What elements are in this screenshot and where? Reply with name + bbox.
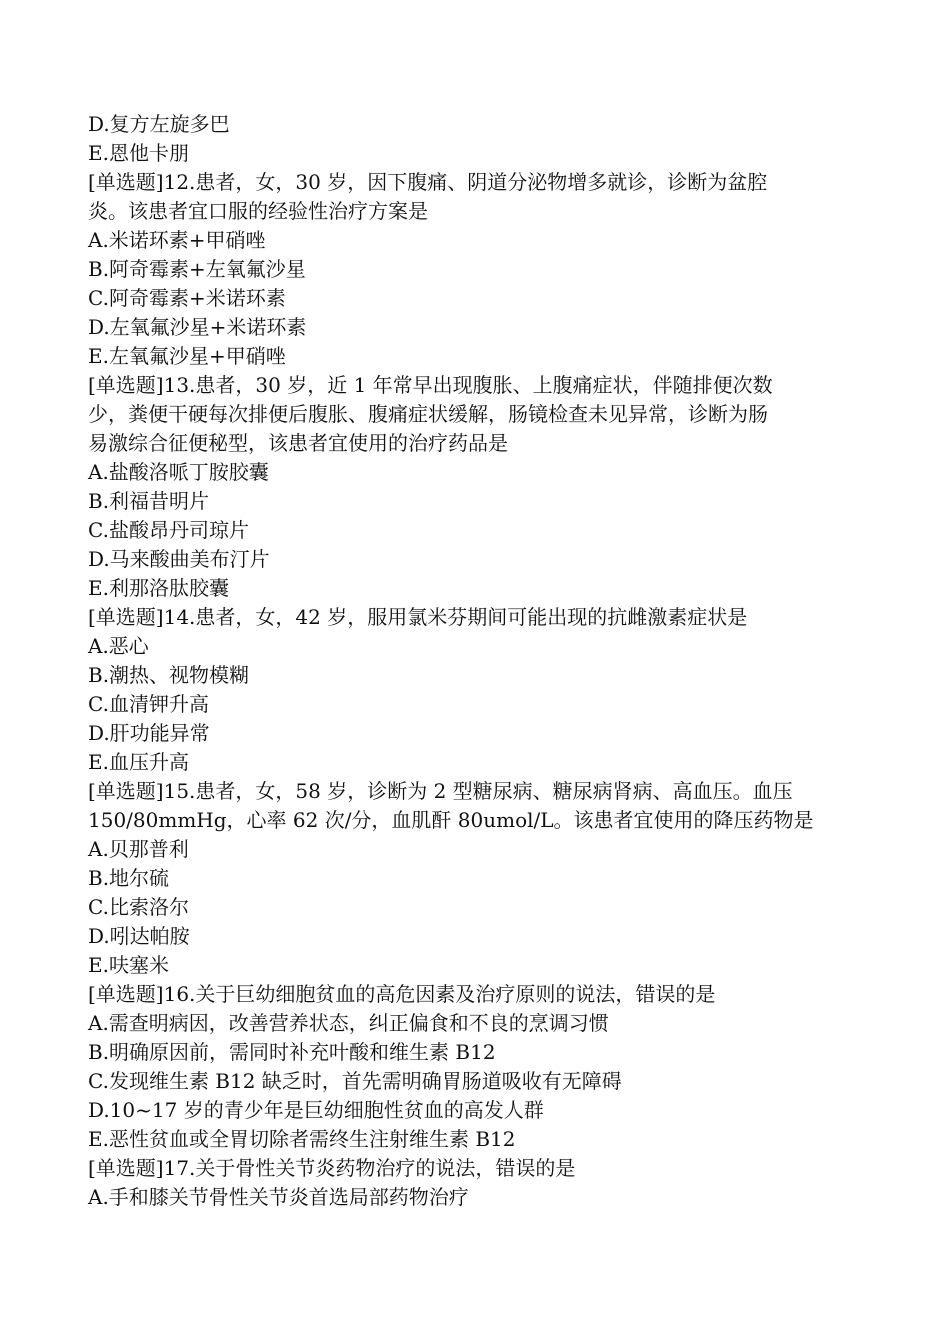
question-17: [88, 1154, 878, 1212]
option-a: A.米诺环素+甲硝唑: [88, 228, 266, 252]
question-stem: [单选题]12.患者，女，30 岁，因下腹痛、阴道分泌物增多就诊，诊断为盆腔: [88, 170, 768, 194]
question-15: [88, 777, 878, 980]
option-d: D.左氧氟沙星+米诺环素: [88, 315, 307, 339]
option-d: D.肝功能异常: [88, 721, 210, 745]
question-16: [88, 980, 878, 1154]
option-a: A.手和膝关节骨性关节炎首选局部药物治疗: [88, 1185, 469, 1209]
option-b: B.利福昔明片: [88, 489, 210, 513]
option-c: C.阿奇霉素+米诺环素: [88, 286, 286, 310]
option-e: E.恩他卡朋: [88, 141, 189, 165]
option-a: A.盐酸洛哌丁胺胶囊: [88, 460, 269, 484]
option-b: B.阿奇霉素+左氧氟沙星: [88, 257, 306, 281]
question-14: [88, 603, 878, 777]
question-stem: [单选题]14.患者，女，42 岁，服用氯米芬期间可能出现的抗雌激素症状是: [88, 605, 748, 629]
question-stem: [单选题]13.患者，30 岁，近 1 年常早出现腹胀、上腹痛症状，伴随排便次数: [88, 373, 773, 397]
question-13: [88, 371, 878, 603]
option-c: C.血清钾升高: [88, 692, 209, 716]
option-d: D.10~17 岁的青少年是巨幼细胞性贫血的高发人群: [88, 1098, 544, 1122]
option-b: B.明确原因前，需同时补充叶酸和维生素 B12: [88, 1040, 496, 1064]
question-stem: [单选题]17.关于骨性关节炎药物治疗的说法，错误的是: [88, 1156, 576, 1180]
option-a: A.恶心: [88, 634, 149, 658]
option-c: C.比索洛尔: [88, 895, 189, 919]
option-a: A.贝那普利: [88, 837, 189, 861]
question-stem: 炎。该患者宜口服的经验性治疗方案是: [88, 199, 428, 223]
leading-options: [88, 110, 878, 168]
option-c: C.发现维生素 B12 缺乏时，首先需明确胃肠道吸收有无障碍: [88, 1069, 622, 1093]
option-a: A.需查明病因，改善营养状态，纠正偏食和不良的烹调习惯: [88, 1011, 609, 1035]
question-stem: [单选题]16.关于巨幼细胞贫血的高危因素及治疗原则的说法，错误的是: [88, 982, 716, 1006]
option-d: D.吲达帕胺: [88, 924, 190, 948]
option-e: E.呋塞米: [88, 953, 169, 977]
question-stem: [单选题]15.患者，女，58 岁，诊断为 2 型糖尿病、糖尿病肾病、高血压。血压: [88, 779, 793, 803]
question-stem: 150/80mmHg，心率 62 次/分，血肌酐 80umol/L。该患者宜使用的降压药物是: [88, 808, 814, 832]
option-d: D.马来酸曲美布汀片: [88, 547, 270, 571]
option-b: B.地尔硫: [88, 866, 170, 890]
option-e: E.恶性贫血或全胃切除者需终生注射维生素 B12: [88, 1127, 516, 1151]
option-c: C.盐酸昂丹司琼片: [88, 518, 249, 542]
option-e: E.血压升高: [88, 750, 189, 774]
document-page: [88, 110, 878, 1212]
option-b: B.潮热、视物模糊: [88, 663, 250, 687]
option-e: E.利那洛肽胶囊: [88, 576, 229, 600]
question-stem: 少，粪便干硬每次排便后腹胀、腹痛症状缓解，肠镜检查未见异常，诊断为肠: [88, 402, 768, 426]
question-12: [88, 168, 878, 371]
question-stem: 易激综合征便秘型，该患者宜使用的治疗药品是: [88, 431, 508, 455]
option-e: E.左氧氟沙星+甲硝唑: [88, 344, 286, 368]
option-d: D.复方左旋多巴: [88, 112, 230, 136]
